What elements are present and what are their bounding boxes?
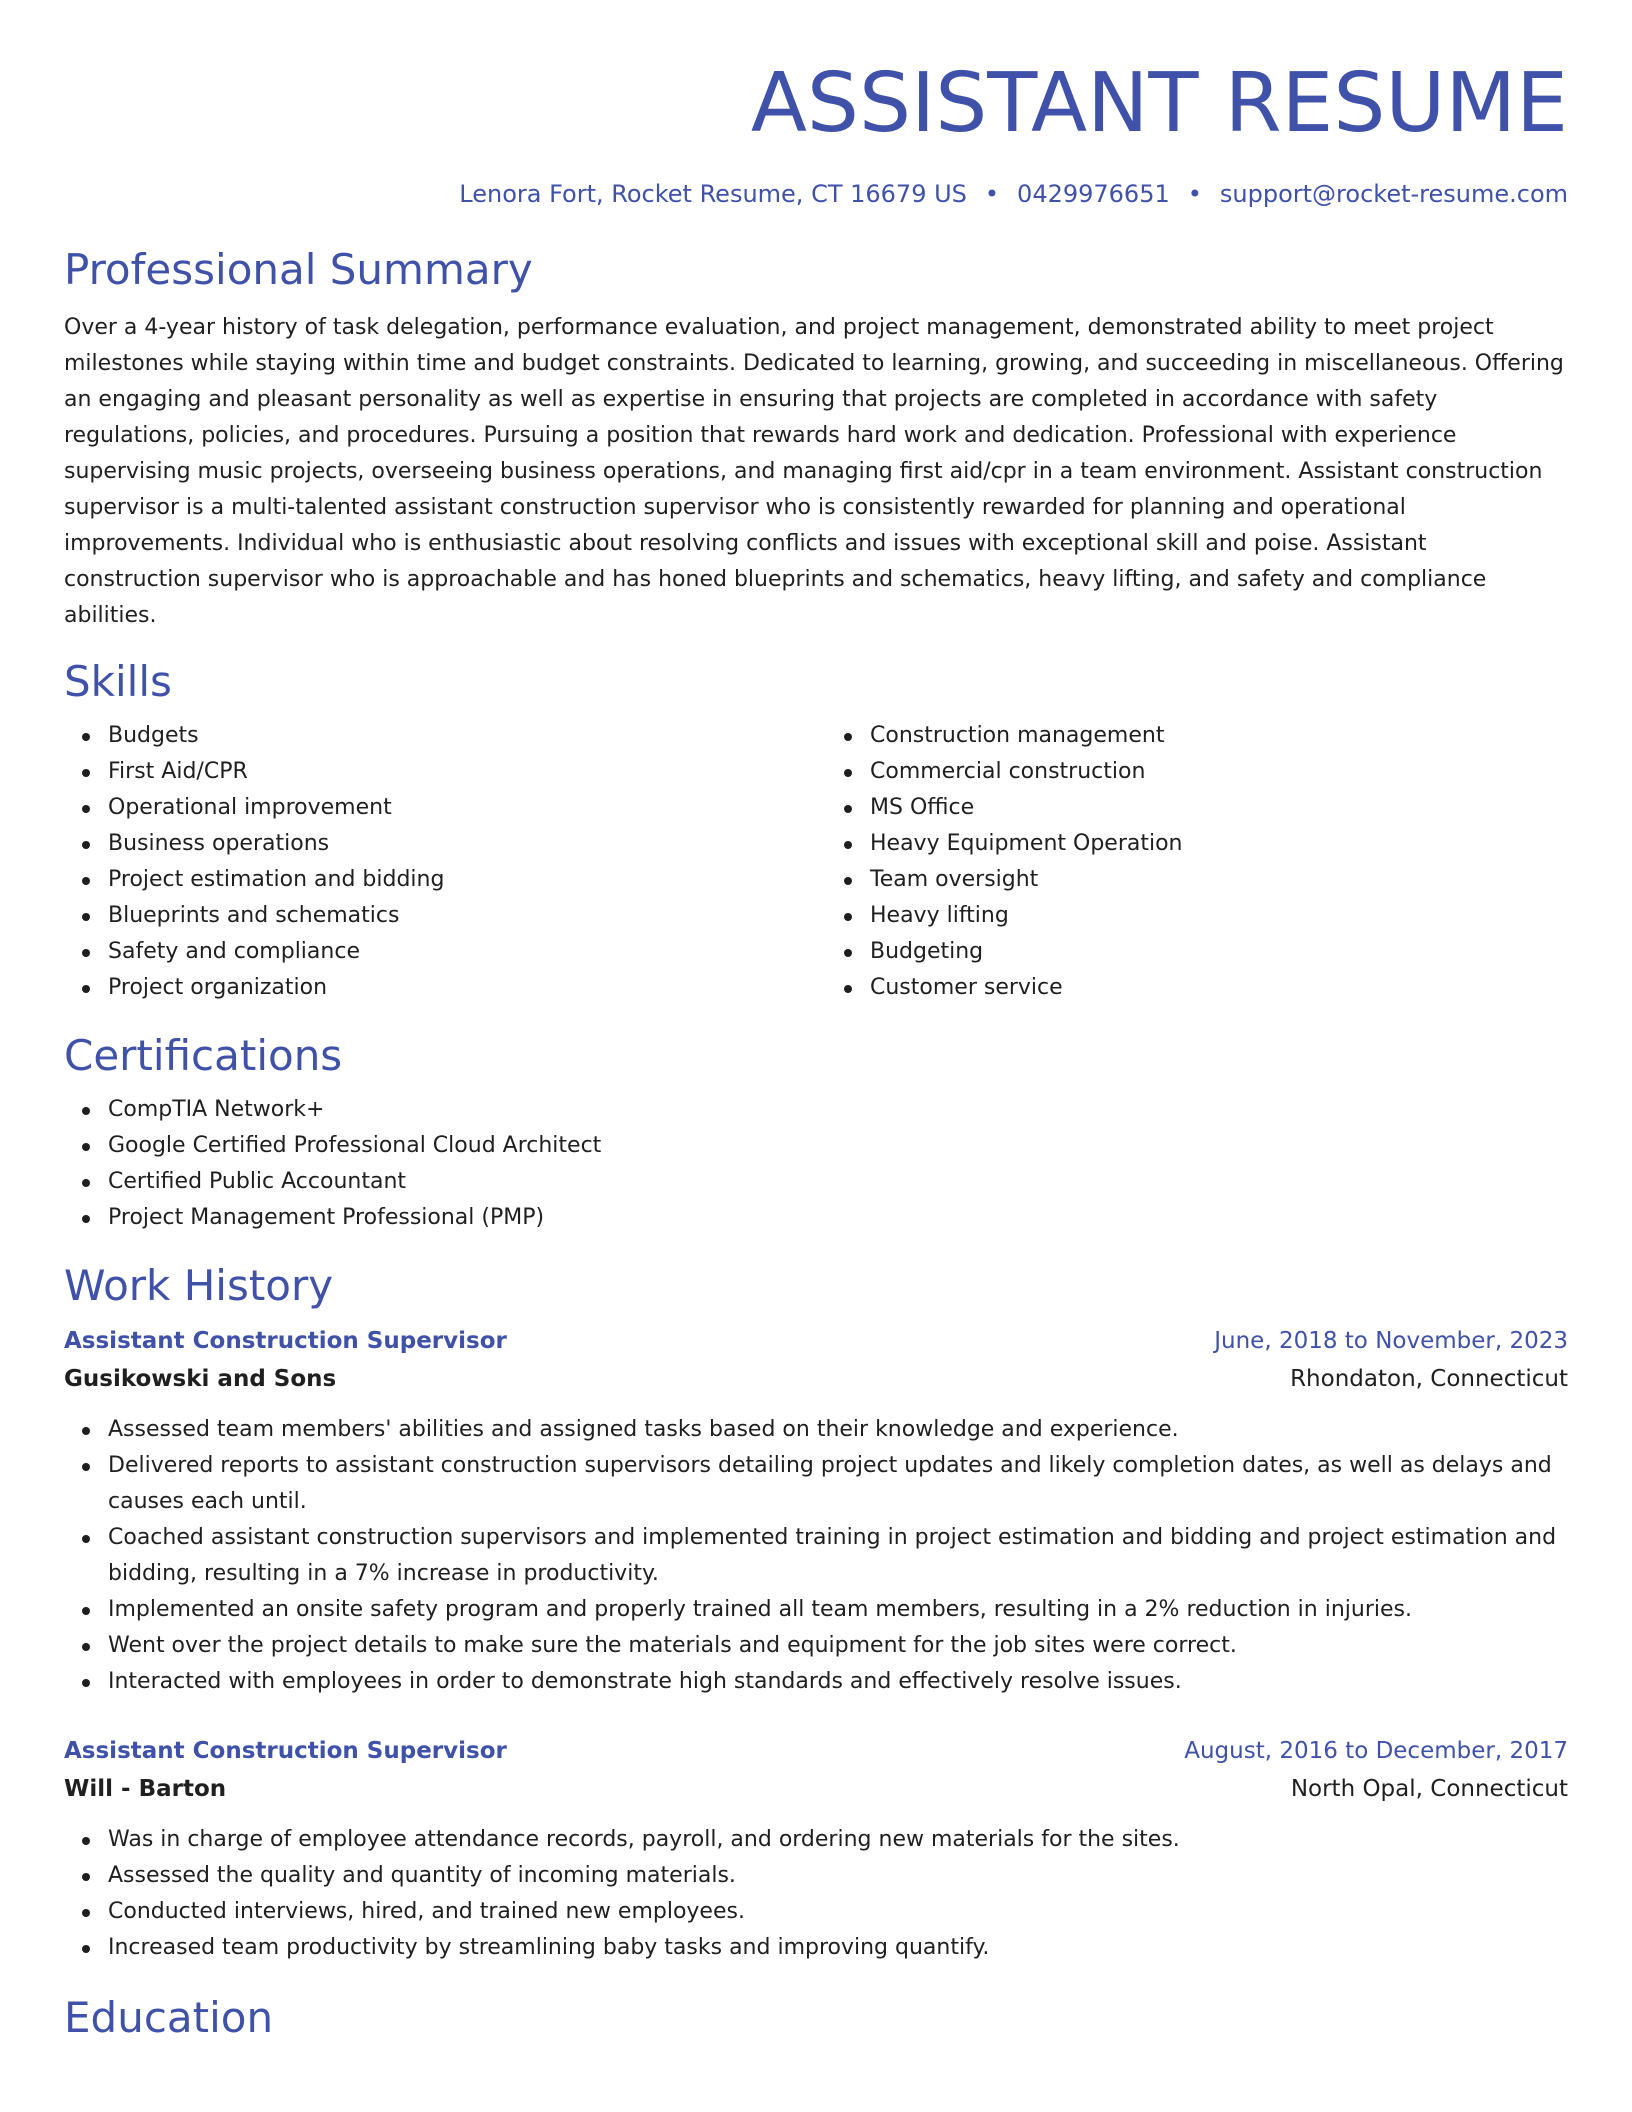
resume-page <box>64 0 1568 2048</box>
skill-item: Construction management <box>870 718 1568 754</box>
job-bullet: Went over the project details to make sure the materials and equipment for the job sites were correct. <box>108 1628 1568 1664</box>
contact-address: Lenora Fort, Rocket Resume, CT 16679 US <box>459 180 967 208</box>
job-bullet: Delivered reports to assistant construction supervisors detailing project updates and likely completion dates, as well as delays and causes each until. <box>108 1448 1568 1520</box>
job-location: Rhondaton, Connecticut <box>1290 1366 1568 1392</box>
work-history-section <box>64 1256 1568 1966</box>
job-location: North Opal, Connecticut <box>1290 1776 1568 1802</box>
job-bullet: Assessed team members' abilities and assigned tasks based on their knowledge and experience. <box>108 1412 1568 1448</box>
job-title: Assistant Construction Supervisor <box>64 1738 507 1764</box>
summary-text: Over a 4-year history of task delegation, performance evaluation, and project management, demonstrated ability to meet project milestones while staying within time and budget constraints. Dedicated to learning, growing, and succeeding in miscellaneous. Offering an engaging and pleasant personality as well as expertise in ensuring that projects are completed in accordance with safety regulations, policies, and procedures. Pursuing a position that rewards hard work and dedication. Professional with experience supervising music projects, overseeing business operations, and managing first aid/cpr in a team environment. Assistant construction supervisor is a multi-talented assistant construction supervisor who is consistently rewarded for planning and operational improvements. Individual who is enthusiastic about resolving conflicts and issues with exceptional skill and poise. Assistant construction supervisor who is approachable and has honed blueprints and schematics, heavy lifting, and safety and compliance abilities. <box>64 315 1564 628</box>
skills-list-right <box>826 718 1568 1006</box>
job-bullet: Increased team productivity by streamlining baby tasks and improving quantify. <box>108 1930 1568 1966</box>
contact-email[interactable]: support@rocket-resume.com <box>1219 180 1568 208</box>
job-header-row <box>64 1732 1568 1770</box>
job-bullets <box>64 1822 1568 1966</box>
job-bullets <box>64 1412 1568 1700</box>
skill-item: First Aid/CPR <box>108 754 806 790</box>
summary-section <box>64 240 1568 634</box>
job-entry <box>64 1732 1568 1966</box>
job-bullet: Was in charge of employee attendance records, payroll, and ordering new materials for the sites. <box>108 1822 1568 1858</box>
job-subheader-row <box>64 1360 1568 1398</box>
skill-item: MS Office <box>870 790 1568 826</box>
skill-item: Operational improvement <box>108 790 806 826</box>
contact-separator: • <box>984 180 1000 208</box>
job-bullet: Interacted with employees in order to demonstrate high standards and effectively resolve issues. <box>108 1664 1568 1700</box>
resume-header <box>64 0 1568 212</box>
job-entry <box>64 1322 1568 1700</box>
job-bullet: Coached assistant construction supervisors and implemented training in project estimation and bidding and project estimation and bidding, resulting in a 7% increase in productivity. <box>108 1520 1568 1592</box>
skill-item: Budgets <box>108 718 806 754</box>
skill-item: Heavy Equipment Operation <box>870 826 1568 862</box>
summary-heading: Professional Summary <box>64 245 533 294</box>
resume-title: ASSISTANT RESUME <box>750 56 1568 151</box>
contact-line <box>64 176 1568 212</box>
certification-item: Certified Public Accountant <box>108 1164 1568 1200</box>
skills-heading: Skills <box>64 657 172 706</box>
job-header-row <box>64 1322 1568 1360</box>
job-dates: June, 2018 to November, 2023 <box>1214 1328 1568 1354</box>
job-bullet: Assessed the quality and quantity of incoming materials. <box>108 1858 1568 1894</box>
certification-item: Project Management Professional (PMP) <box>108 1200 1568 1236</box>
skills-grid <box>64 718 1568 1006</box>
job-bullet: Conducted interviews, hired, and trained new employees. <box>108 1894 1568 1930</box>
skill-item: Business operations <box>108 826 806 862</box>
job-company: Gusikowski and Sons <box>64 1366 337 1392</box>
certifications-heading: Certifications <box>64 1031 343 1080</box>
job-title: Assistant Construction Supervisor <box>64 1328 507 1354</box>
skill-item: Team oversight <box>870 862 1568 898</box>
certifications-list <box>64 1092 1568 1236</box>
certification-item: CompTIA Network+ <box>108 1092 1568 1128</box>
skills-list-left <box>64 718 806 1006</box>
contact-phone[interactable]: 0429976651 <box>1017 180 1170 208</box>
skill-item: Commercial construction <box>870 754 1568 790</box>
education-section <box>64 1988 1568 2048</box>
certification-item: Google Certified Professional Cloud Architect <box>108 1128 1568 1164</box>
job-company: Will - Barton <box>64 1776 227 1802</box>
skill-item: Customer service <box>870 970 1568 1006</box>
job-subheader-row <box>64 1770 1568 1808</box>
skill-item: Project organization <box>108 970 806 1006</box>
skill-item: Project estimation and bidding <box>108 862 806 898</box>
skill-item: Budgeting <box>870 934 1568 970</box>
certifications-section <box>64 1026 1568 1236</box>
job-dates: August, 2016 to December, 2017 <box>1184 1738 1568 1764</box>
skills-section <box>64 652 1568 1006</box>
skill-item: Heavy lifting <box>870 898 1568 934</box>
work-history-heading: Work History <box>64 1261 334 1310</box>
contact-separator: • <box>1187 180 1202 208</box>
job-bullet: Implemented an onsite safety program and properly trained all team members, resulting in a 2% reduction in injuries. <box>108 1592 1568 1628</box>
education-heading: Education <box>64 1993 274 2042</box>
skill-item: Safety and compliance <box>108 934 806 970</box>
skill-item: Blueprints and schematics <box>108 898 806 934</box>
